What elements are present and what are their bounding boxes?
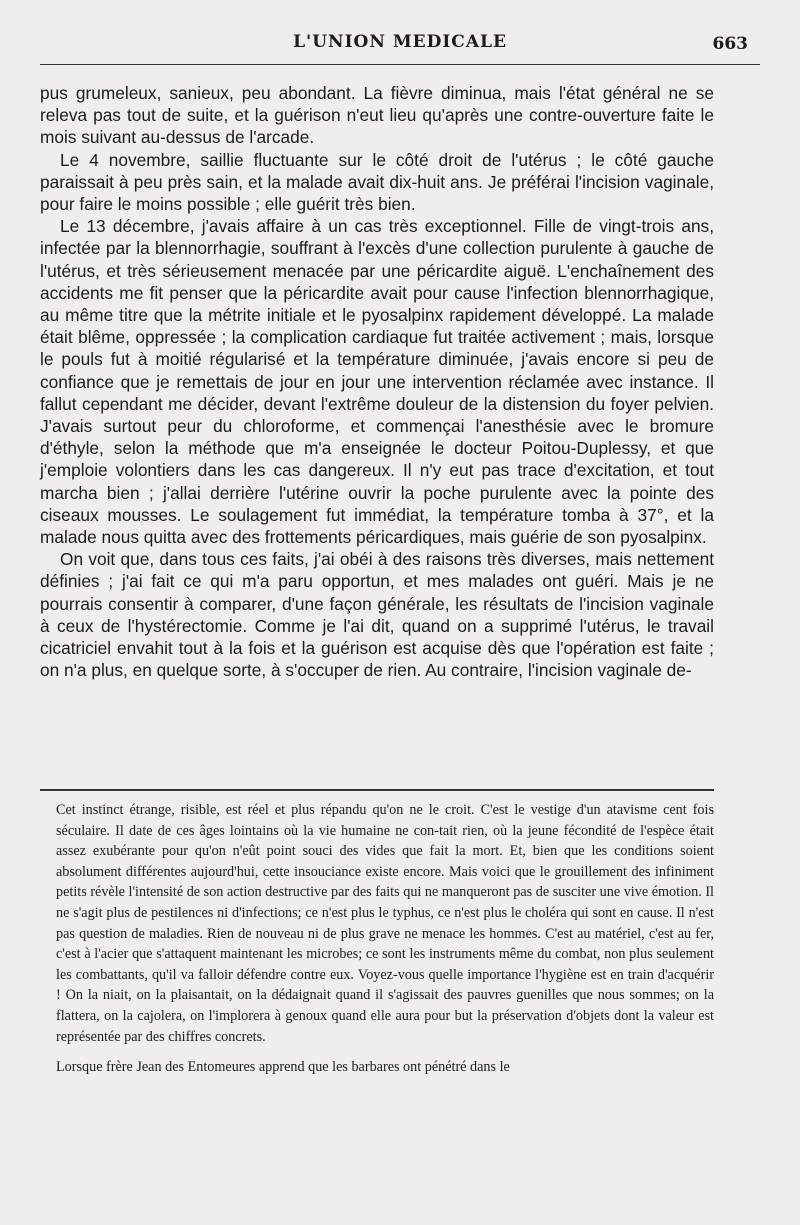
page-header xyxy=(40,30,760,64)
body-text xyxy=(40,82,714,681)
running-title: L'UNION MEDICALE xyxy=(293,32,507,52)
footnote xyxy=(56,800,714,1078)
footnote-paragraph: Lorsque frère Jean des Entomeures apprend que les barbares ont pénétré dans le xyxy=(56,1059,510,1076)
footnote-separator xyxy=(40,789,714,791)
page-number: 663 xyxy=(712,34,748,54)
paragraph: On voit que, dans tous ces faits, j'ai obéi à des raisons très diverses, mais nettement définies ; j'ai fait ce qui m'a paru opportun, et mes malades ont guéri. Mais je ne pourrais consentir à comparer, d'une façon générale, les résultats de l'incision vaginale à ceux de l'hystérectomie. Comme je l'ai dit, quand on a supprimé l'utérus, le travail cicatriciel envahit tout à la fois et la guérison est acquise dès que l'opération est faite ; on n'a plus, en quelque sorte, à s'occuper de rien. Au contraire, l'incision vaginale de- xyxy=(40,549,714,681)
paragraph: Le 13 décembre, j'avais affaire à un cas très exceptionnel. Fille de vingt-trois ans, infectée par la blennorrhagie, souffrant à l'excès d'une collection purulente à gauche de l'utérus, et très sérieusement menacée par une péricardite aiguë. L'enchaînement des accidents me fit penser que la péricardite avait pour cause l'infection blennorrhagique, au même titre que la métrite initiale et le pyosalpinx rapidement développé. La malade était blême, oppressée ; la complication cardiaque fut traitée activement ; mais, lorsque le pouls fut à moitié régularisé et la température diminuée, j'avais encore si peu de confiance que je remettais de jour en jour une intervention réclamée avec instance. Il fallut cependant me décider, devant l'extrême douleur de la distension du foyer pelvien. J'avais surtout peur du chloroforme, et commençai l'anesthésie avec le bromure d'éthyle, selon la méthode que m'a enseignée le docteur Poitou-Duplessy, et que j'emploie volontiers dans les cas dangereux. Il n'y eut pas trace d'excitation, et tout marcha bien ; j'allai derrière l'utérine ouvrir la poche purulente avec la pointe des ciseaux mousses. Le soulagement fut immédiat, la température tomba à 37°, et la malade nous quitta avec des frottements péricardiques, mais guérie de son pyosalpinx. xyxy=(40,216,714,548)
header-rule xyxy=(40,64,760,65)
paragraph: pus grumeleux, sanieux, peu abondant. La fièvre diminua, mais l'état général ne se releva pas tout de suite, et la guérison n'eut lieu qu'après une contre-ouverture faite le mois suivant au-dessus de l'arcade. xyxy=(40,83,714,148)
paragraph: Le 4 novembre, saillie fluctuante sur le côté droit de l'utérus ; le côté gauche paraissait à peu près sain, et la malade avait dix-huit ans. Je préférai l'incision vaginale, pour faire le moins possible ; elle guérit très bien. xyxy=(40,149,714,215)
footnote-paragraph: Cet instinct étrange, risible, est réel et plus répandu qu'on ne le croit. C'est le vestige d'un atavisme cent fois séculaire. Il date de ces âges lointains où la vie humaine ne con-tait rien, où la jeune fécondité de l'espèce était assez exubérante pour qu'on n'eût point souci des vides que fait la mort. Et, bien que les conditions soient absolument différentes aujourd'hui, cette insouciance existe encore. Mais voici que le grouillement des infiniment petits révèle l'intensité de son action destructive par des faits qui ne manqueront pas de susciter une vive émotion. Il ne s'agit plus de pestilences ni d'infections; ce n'est plus le typhus, ce n'est plus le choléra qui sont en cause. Il n'est pas question de maladies. Rien de nouveau ni de plus grave ne menace les hommes. C'est au matériel, c'est au fer, c'est à l'acier que s'attaquent maintenant les microbes; ce sont les instruments même du combat, non plus seulement les combattants, qu'il va falloir défendre contre eux. Voyez-vous quelle importance l'hygiène est en train d'acquérir ! On la niait, on la plaisantait, on la dédaignait quand il s'agissait des pauvres guenilles que nous sommes; on la flattera, on la cajolera, on l'implorera à genoux quand elle aura pour but la préservation d'objets dont la valeur est représentée par des chiffres concrets. xyxy=(56,802,714,1045)
